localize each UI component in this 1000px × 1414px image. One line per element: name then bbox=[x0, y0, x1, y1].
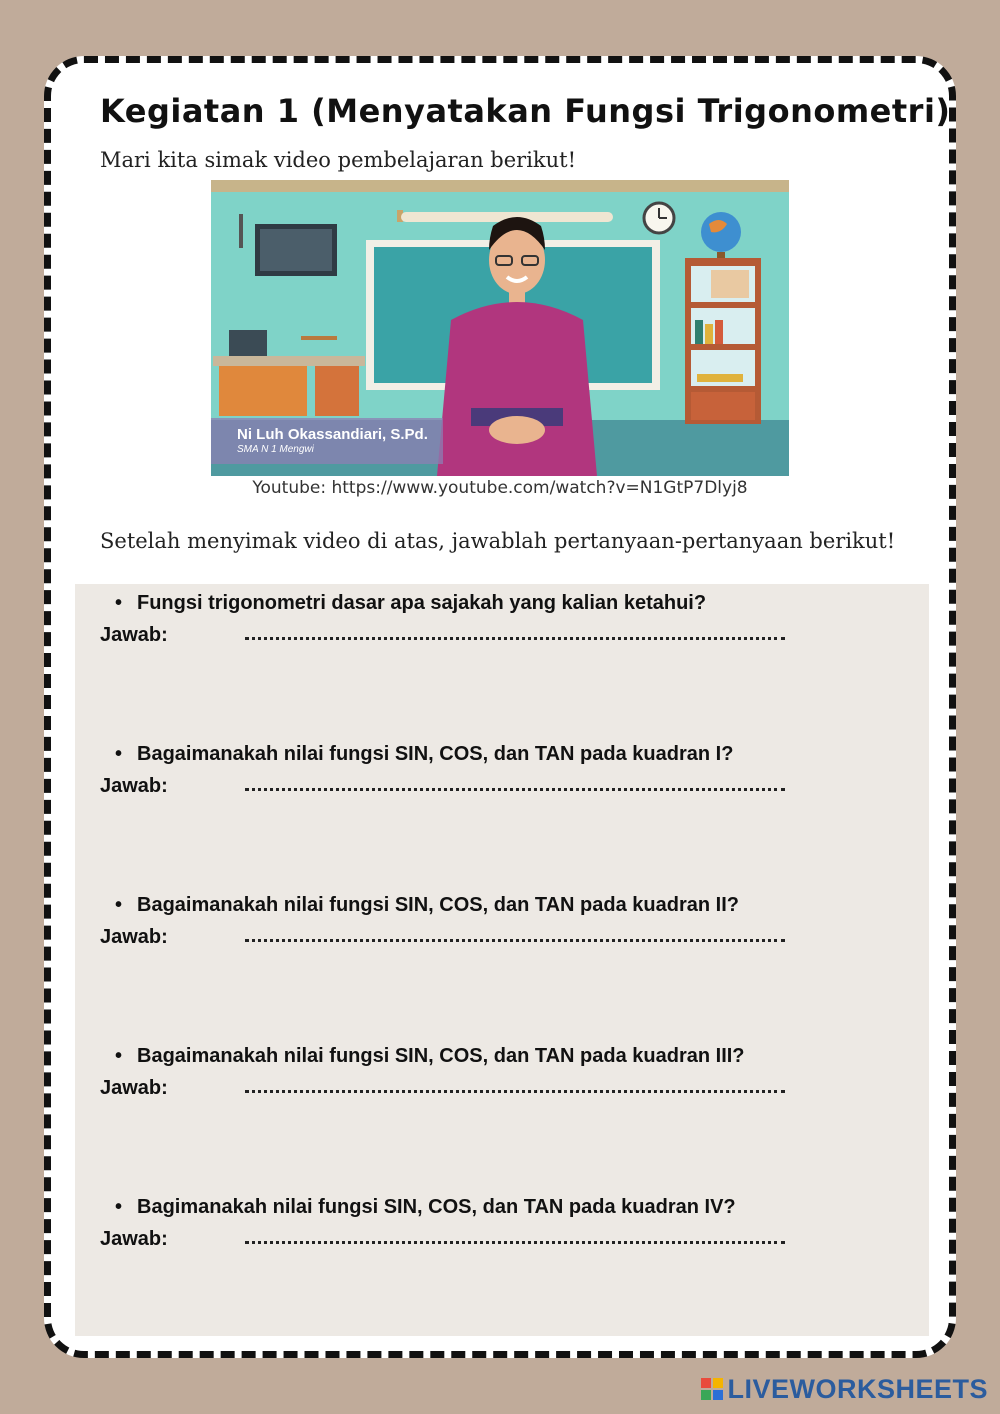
answer-input-line[interactable] bbox=[245, 788, 785, 791]
answer-label: Jawab: bbox=[100, 1228, 168, 1250]
subtitle: Mari kita simak video pembelajaran berikut! bbox=[100, 148, 577, 172]
instruction-text: Setelah menyimak video di atas, jawablah pertanyaan-pertanyaan berikut! bbox=[100, 529, 896, 553]
presenter-school: SMA N 1 Mengwi bbox=[237, 444, 314, 455]
question-text: • Bagaimanakah nilai fungsi SIN, COS, dan TAN pada kuadran III? bbox=[115, 1045, 745, 1068]
video-thumbnail[interactable] bbox=[211, 180, 789, 476]
answer-label: Jawab: bbox=[100, 775, 168, 797]
question-text: • Fungsi trigonometri dasar apa sajakah yang kalian ketahui? bbox=[115, 592, 706, 615]
presenter-name: Ni Luh Okassandiari, S.Pd. bbox=[237, 426, 428, 443]
answer-input-line[interactable] bbox=[245, 939, 785, 942]
answer-input-line[interactable] bbox=[245, 1090, 785, 1093]
question-text: • Bagaimanakah nilai fungsi SIN, COS, dan TAN pada kuadran I? bbox=[115, 743, 733, 766]
answer-label: Jawab: bbox=[100, 1077, 168, 1099]
liveworksheets-logo-icon bbox=[701, 1378, 723, 1400]
question-text: • Bagaimanakah nilai fungsi SIN, COS, dan TAN pada kuadran II? bbox=[115, 894, 739, 917]
page-title: Kegiatan 1 (Menyatakan Fungsi Trigonometri) bbox=[100, 92, 951, 130]
answer-label: Jawab: bbox=[100, 926, 168, 948]
question-text: • Bagimanakah nilai fungsi SIN, COS, dan TAN pada kuadran IV? bbox=[115, 1196, 736, 1219]
answer-label: Jawab: bbox=[100, 624, 168, 646]
answer-input-line[interactable] bbox=[245, 1241, 785, 1244]
video-caption[interactable]: Youtube: https://www.youtube.com/watch?v=N1GtP7Dlyj8 bbox=[252, 478, 748, 498]
liveworksheets-footer[interactable] bbox=[701, 1374, 988, 1404]
answer-input-line[interactable] bbox=[245, 637, 785, 640]
questions-panel bbox=[75, 584, 929, 1336]
brand-name: LIVEWORKSHEETS bbox=[727, 1373, 988, 1404]
